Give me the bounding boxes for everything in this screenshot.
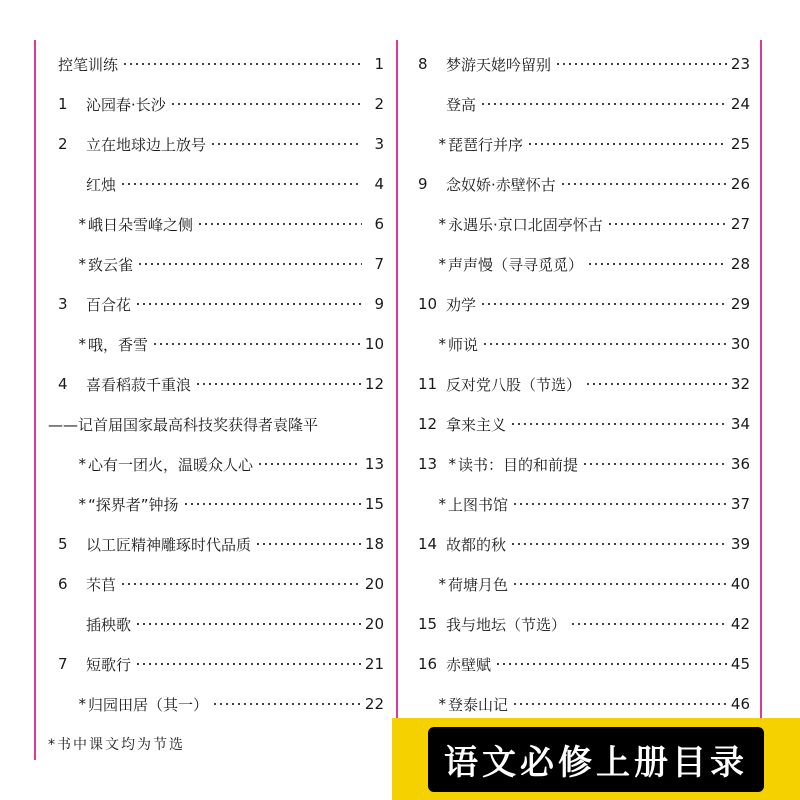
toc-entry [48, 484, 384, 524]
dot-leader [555, 63, 727, 65]
lesson-number: 2 [58, 135, 68, 153]
excerpt-star: * [438, 335, 446, 353]
entry-title: 沁园春·长沙 [86, 95, 166, 114]
page-number: 7 [374, 255, 384, 273]
page-number: 25 [730, 135, 750, 153]
toc-entry [408, 484, 750, 524]
page-number: 45 [730, 655, 750, 673]
page-number: 30 [730, 335, 750, 353]
entry-title: 声声慢（寻寻觅觅） [448, 255, 584, 274]
entry-title: 心有一团火，温暖众人心 [88, 455, 254, 474]
page-number: 39 [730, 535, 750, 553]
entry-title: 芣苢 [86, 575, 117, 594]
toc-entry [48, 444, 384, 484]
page-number: 37 [730, 495, 750, 513]
excerpt-star: * [438, 695, 446, 713]
page-number: 36 [730, 455, 750, 473]
dot-leader [137, 263, 362, 265]
page-number: 29 [730, 295, 750, 313]
entry-title: 我与地坛（节选） [446, 615, 567, 634]
entry-title: 拿来主义 [446, 415, 507, 434]
excerpt-star: * [438, 495, 446, 513]
dot-leader [512, 503, 727, 505]
page-number: 6 [374, 215, 384, 233]
dot-leader [582, 463, 727, 465]
toc-entry [408, 44, 750, 84]
dot-leader [510, 423, 727, 425]
footnote: *书中课文均为节选 [48, 737, 185, 753]
dot-leader [257, 463, 361, 465]
lesson-number: 4 [58, 375, 68, 393]
lesson-number: 5 [58, 535, 68, 553]
entry-title: 以工匠精神雕琢时代品质 [86, 535, 252, 554]
excerpt-star: * [78, 255, 86, 273]
dot-leader [152, 343, 361, 345]
lesson-number: 8 [418, 55, 428, 73]
dot-leader [482, 343, 727, 345]
lesson-number: 14 [418, 535, 438, 553]
toc-entry [48, 164, 384, 204]
dot-leader [197, 223, 362, 225]
entry-title: 红烛 [86, 175, 117, 194]
dot-leader [560, 183, 727, 185]
entry-title: 峨日朵雪峰之侧 [88, 215, 194, 234]
lesson-number: 12 [418, 415, 438, 433]
excerpt-star: * [438, 135, 446, 153]
entry-title: 赤壁赋 [446, 655, 492, 674]
toc-entry [48, 44, 384, 84]
dot-leader [570, 623, 727, 625]
lesson-number: 9 [418, 175, 428, 193]
entry-title: 荷塘月色 [448, 575, 509, 594]
page-number: 1 [374, 55, 384, 73]
toc-entry [48, 124, 384, 164]
entry-title: 插秧歌 [86, 615, 132, 634]
lesson-number: 6 [58, 575, 68, 593]
toc-entry [408, 84, 750, 124]
excerpt-star: * [78, 335, 86, 353]
entry-title: 喜看稻菽千重浪 [86, 375, 192, 394]
toc-entry [48, 244, 384, 284]
footnote-area [48, 724, 384, 764]
entry-title: 永遇乐·京口北固亭怀古 [448, 215, 603, 234]
entry-title: 归园田居（其一） [88, 695, 209, 714]
lesson-number: 11 [418, 375, 438, 393]
dot-leader [495, 663, 727, 665]
toc-entry [48, 524, 384, 564]
dot-leader [512, 703, 727, 705]
page-number: 2 [374, 95, 384, 113]
lesson-number: 10 [418, 295, 438, 313]
entry-title: 致云雀 [88, 255, 134, 274]
page-number: 32 [730, 375, 750, 393]
toc-entry [408, 524, 750, 564]
dot-leader [135, 303, 362, 305]
excerpt-star: * [78, 215, 86, 233]
title-banner [392, 718, 800, 800]
entry-title: 劝学 [446, 295, 477, 314]
entry-title: 登泰山记 [448, 695, 509, 714]
lesson-number: 16 [418, 655, 438, 673]
page-number: 3 [374, 135, 384, 153]
toc-entry [408, 284, 750, 324]
toc-entry [408, 444, 750, 484]
entry-title: 控笔训练 [58, 55, 119, 74]
excerpt-star: * [78, 455, 86, 473]
excerpt-star: * [438, 255, 446, 273]
page-number: 22 [364, 695, 384, 713]
entry-title: 百合花 [86, 295, 132, 314]
entry-title: 师说 [448, 335, 479, 354]
excerpt-star: * [438, 215, 446, 233]
dot-leader [210, 143, 362, 145]
dot-leader [120, 183, 362, 185]
banner-title: 语文必修上册目录 [428, 727, 764, 792]
dot-leader [170, 103, 362, 105]
toc-column-left [48, 44, 384, 724]
lesson-number: 3 [58, 295, 68, 313]
entry-title: 登高 [446, 95, 477, 114]
toc-entry [48, 364, 384, 404]
dot-leader [183, 503, 361, 505]
toc-entry [48, 564, 384, 604]
page-number: 20 [364, 575, 384, 593]
toc-entry [408, 404, 750, 444]
excerpt-star: * [448, 455, 456, 473]
entry-title: 立在地球边上放号 [86, 135, 207, 154]
dot-leader [255, 543, 361, 545]
entry-title: ——记首届国家最高科技奖获得者袁隆平 [48, 415, 319, 434]
toc-entry [408, 564, 750, 604]
dot-leader [120, 583, 361, 585]
dot-leader [135, 663, 361, 665]
toc-entry [408, 204, 750, 244]
excerpt-star: * [78, 495, 86, 513]
page-number: 13 [364, 455, 384, 473]
lesson-number: 15 [418, 615, 438, 633]
page-number: 9 [374, 295, 384, 313]
page-number: 20 [364, 615, 384, 633]
page-number: 12 [364, 375, 384, 393]
entry-title: 故都的秋 [446, 535, 507, 554]
toc-entry [48, 684, 384, 724]
toc-entry [48, 604, 384, 644]
page-number: 42 [730, 615, 750, 633]
left-margin-rule [34, 40, 36, 760]
lesson-number: 7 [58, 655, 68, 673]
dot-leader [480, 103, 727, 105]
dot-leader [212, 703, 361, 705]
entry-title: 上图书馆 [448, 495, 509, 514]
page-number: 40 [730, 575, 750, 593]
page-number: 27 [730, 215, 750, 233]
toc-entry [48, 204, 384, 244]
dot-leader [195, 383, 361, 385]
dot-leader [135, 623, 361, 625]
toc-entry [48, 84, 384, 124]
dot-leader [607, 223, 727, 225]
entry-title: 读书：目的和前提 [458, 455, 579, 474]
toc-entry [48, 324, 384, 364]
page-number: 15 [364, 495, 384, 513]
page-number: 4 [374, 175, 384, 193]
toc-entry [408, 124, 750, 164]
lesson-number: 1 [58, 95, 68, 113]
toc-entry [48, 284, 384, 324]
dot-leader [122, 63, 362, 65]
page-number: 23 [730, 55, 750, 73]
toc-entry [408, 164, 750, 204]
lesson-number: 13 [418, 455, 438, 473]
dot-leader [512, 583, 727, 585]
toc-entry [48, 644, 384, 684]
center-divider-rule [396, 40, 398, 760]
entry-title: “探界者”钟扬 [88, 495, 179, 514]
right-margin-rule [760, 40, 762, 760]
dot-leader [510, 543, 727, 545]
page-number: 26 [730, 175, 750, 193]
dot-leader [587, 263, 727, 265]
entry-title: 短歌行 [86, 655, 132, 674]
entry-title: 琵琶行并序 [448, 135, 524, 154]
toc-entry [408, 604, 750, 644]
dot-leader [480, 303, 727, 305]
dot-leader [585, 383, 727, 385]
page-number: 10 [364, 335, 384, 353]
page-number: 34 [730, 415, 750, 433]
excerpt-star: * [438, 575, 446, 593]
entry-title: 哦，香雪 [88, 335, 149, 354]
toc-entry [408, 364, 750, 404]
page-number: 24 [730, 95, 750, 113]
toc-entry [408, 644, 750, 684]
toc-entry [408, 324, 750, 364]
toc-column-right [408, 44, 750, 724]
entry-title: 反对党八股（节选） [446, 375, 582, 394]
page-number: 46 [730, 695, 750, 713]
page-number: 28 [730, 255, 750, 273]
toc-entry [408, 244, 750, 284]
toc-entry [48, 404, 384, 444]
page-number: 21 [364, 655, 384, 673]
page-number: 18 [364, 535, 384, 553]
dot-leader [527, 143, 727, 145]
entry-title: 念奴娇·赤壁怀古 [446, 175, 556, 194]
excerpt-star: * [78, 695, 86, 713]
entry-title: 梦游天姥吟留别 [446, 55, 552, 74]
